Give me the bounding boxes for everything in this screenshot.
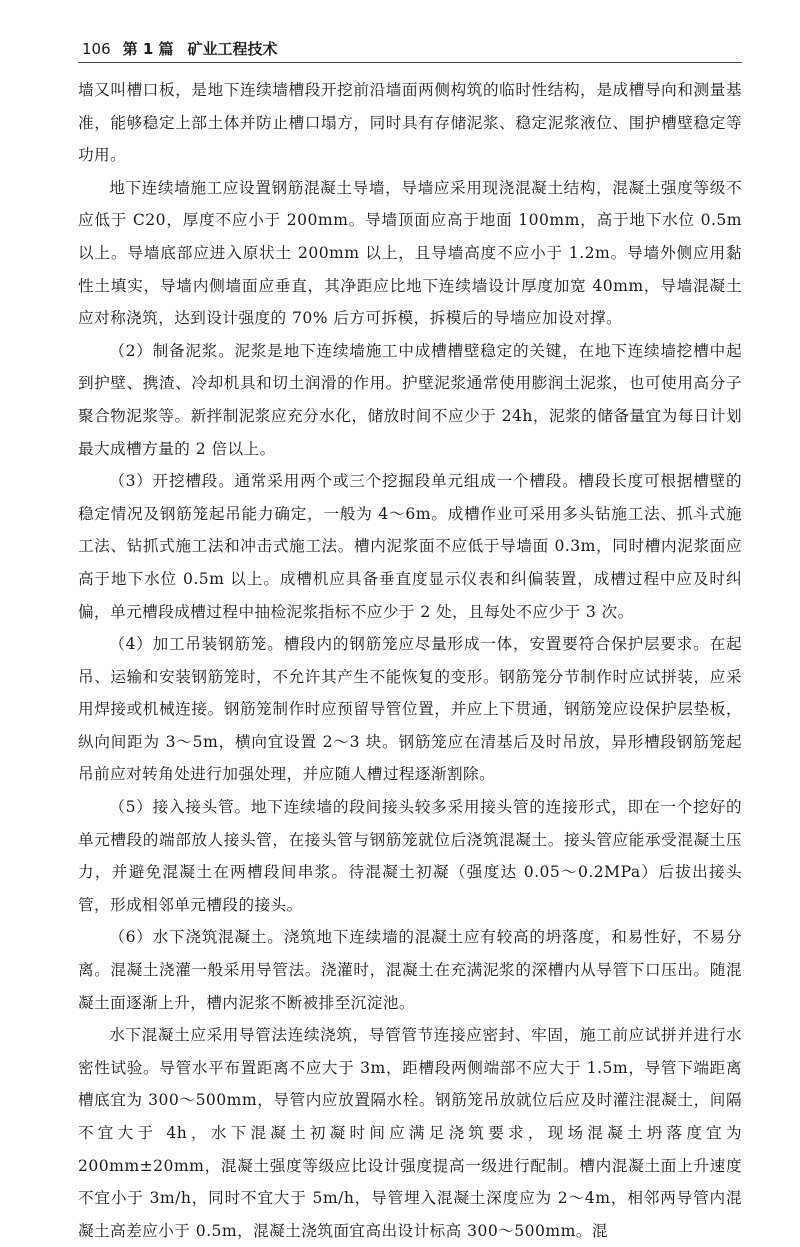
header-rule [78, 62, 742, 63]
paragraph-step-6-concrete: （6）水下浇筑混凝土。浇筑地下连续墙的混凝土应有较高的坍落度，和易性好，不易分离。混凝土浇灌一般采用导管法。浇灌时，混凝土在充满泥浆的深槽内从导管下口压出。随混凝土面逐渐上升，槽内泥浆不断被排至沉淀池。 [78, 928, 742, 1012]
running-head [82, 38, 740, 59]
paragraph-tremie-method: 水下混凝土应采用导管法连续浇筑，导管管节连接应密封、牢固，施工前应试拼并进行水密性试验。导管水平布置距离不应大于 3m，距槽段两侧端部不应大于 1.5m，导管下端距离槽底宜为 300～500mm，导管内应放置隔水栓。钢筋笼吊放就位后应及时灌注混凝土，间隔不宜大于 4h，水下混凝土初凝时间应满足浇筑要求，现场混凝土坍落度宜为 200mm±20mm，混凝土强度等级应比设计强度提高一级进行配制。槽内混凝土面上升速度不宜小于 3m/h，同时不宜大于 5m/h，导管埋入混凝土深度应为 2～4m，相邻两导管内混凝土高差应小于 0.5m，混凝土浇筑面宜高出设计标高 300～500mm。混 [78, 1026, 742, 1240]
part-label: 第 1 篇 [122, 40, 174, 58]
page-number: 106 [82, 40, 111, 58]
paragraph-step-3-excavation: （3）开挖槽段。通常采用两个或三个挖掘段单元组成一个槽段。槽段长度可根据槽壁的稳定情况及钢筋笼起吊能力确定，一般为 4～6m。成槽作业可采用多头钻施工法、抓斗式施工法、钻抓式施工法和冲击式施工法。槽内泥浆面不应低于导墙面 0.3m，同时槽内泥浆面应高于地下水位 0.5m 以上。成槽机应具备垂直度显示仪表和纠偏装置，成槽过程中应及时纠偏，单元槽段成槽过程中抽检泥浆指标不应少于 2 处，且每处不应少于 3 次。 [78, 472, 742, 621]
paragraph-continued: 墙又叫槽口板，是地下连续墙槽段开挖前沿墙面两侧构筑的临时性结构，是成槽导向和测量基准，能够稳定上部土体并防止槽口塌方，同时具有存储泥浆、稳定泥浆液位、围护槽壁稳定等功用。 [78, 81, 742, 165]
paragraph-step-5-joint-pipe: （5）接入接头管。地下连续墙的段间接头较多采用接头管的连接形式，即在一个挖好的单元槽段的端部放人接头管，在接头管与钢筋笼就位后浇筑混凝土。接头管应能承受混凝土压力，并避免混凝土在两槽段间串浆。待混凝土初凝（强度达 0.05～0.2MPa）后拔出接头管，形成相邻单元槽段的接头。 [78, 798, 742, 914]
paragraph-step-4-rebar-cage: （4）加工吊装钢筋笼。槽段内的钢筋笼应尽量形成一体，安置要符合保护层要求。在起吊、运输和安装钢筋笼时，不允许其产生不能恢复的变形。钢筋笼分节制作时应试拼装，应采用焊接或机械连接。钢筋笼制作时应预留导管位置，并应上下贯通，钢筋笼应设保护层垫板，纵向间距为 3～5m，横向宜设置 2～3 块。钢筋笼应在清基后及时吊放，异形槽段钢筋笼起吊前应对转角处进行加强处理，并应随人槽过程逐渐割除。 [78, 635, 742, 784]
body-text [78, 74, 742, 1247]
paragraph-step-2-slurry: （2）制备泥浆。泥浆是地下连续墙施工中成槽槽壁稳定的关键，在地下连续墙挖槽中起到护壁、携渣、冷却机具和切土润滑的作用。护壁泥浆通常使用膨润土泥浆，也可使用高分子聚合物泥浆等。新拌制泥浆应充分水化，储放时间不应少于 24h，泥浆的储备量宜为每日计划最大成槽方量的 2 倍以上。 [78, 341, 742, 458]
section-title: 矿业工程技术 [187, 40, 278, 58]
paragraph-guide-wall: 地下连续墙施工应设置钢筋混凝土导墙，导墙应采用现浇混凝土结构，混凝土强度等级不应低于 C20，厚度不应小于 200mm。导墙顶面应高于地面 100mm，高于地下水位 0.5m 以上。导墙底部应进入原状土 200mm 以上，且导墙高度不应小于 1.2m。导墙外侧应用黏性土填实，导墙内侧墙面应垂直，其净距应比地下连续墙设计厚度加宽 40mm，导墙混凝土应对称浇筑，达到设计强度的 70% 后方可拆模，拆模后的导墙应加设对撑。 [78, 178, 742, 328]
